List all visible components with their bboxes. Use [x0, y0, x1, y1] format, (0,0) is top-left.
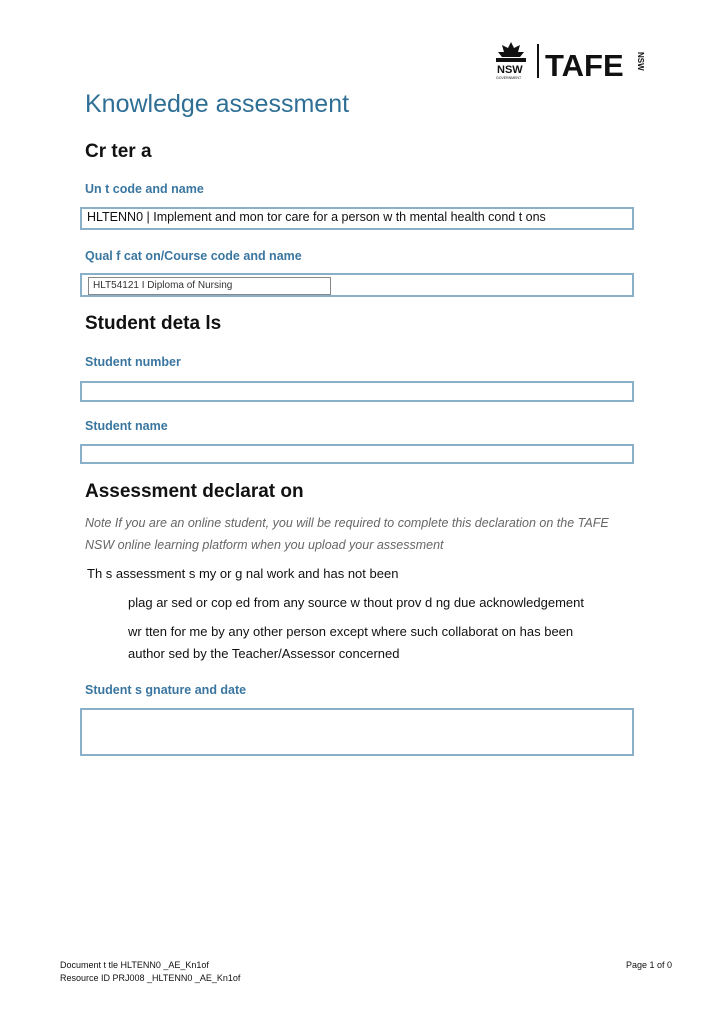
waratah-icon — [493, 40, 653, 82]
declaration-heading: Assessment declarat on — [85, 481, 304, 502]
declaration-intro: Th s assessment s my or g nal work and has not been — [87, 566, 399, 581]
svg-text:TAFE: TAFE — [545, 48, 624, 82]
qualification-value: HLT54121 I Diploma of Nursing — [88, 277, 331, 295]
student-number-field[interactable] — [80, 381, 634, 402]
footer-resource-id: Resource ID PRJ008 _HLTENN0 _AE_Kn1of — [60, 973, 241, 983]
student-name-label: Student name — [85, 419, 168, 433]
signature-label: Student s gnature and date — [85, 683, 247, 697]
student-number-label: Student number — [85, 355, 181, 369]
svg-text:GOVERNMENT: GOVERNMENT — [496, 76, 522, 80]
page-title: Knowledge assessment — [85, 90, 350, 118]
qualification-field[interactable] — [80, 273, 634, 297]
tafe-nsw-logo — [493, 40, 653, 82]
student-name-field[interactable] — [80, 444, 634, 464]
student-details-heading: Student deta ls — [85, 313, 222, 334]
qualification-label: Qual f cat on/Course code and name — [85, 249, 302, 263]
unit-label: Un t code and name — [85, 182, 204, 196]
signature-field[interactable] — [80, 708, 634, 756]
footer-page-number: Page 1 of 0 — [626, 960, 673, 970]
declaration-item-2-line-1: wr tten for me by any other person except where such collaborat on has been — [128, 624, 574, 639]
criteria-heading: Cr ter a — [85, 141, 152, 162]
declaration-item-1: plag ar sed or cop ed from any source w thout prov d ng due acknowledgement — [128, 595, 584, 610]
unit-field[interactable] — [80, 207, 634, 230]
declaration-note: Note If you are an online student, you will be required to complete this declaration on the TAFE NSW online learning platform when you upload your assessment — [85, 516, 609, 552]
footer-document-title: Document t tle HLTENN0 _AE_Kn1of — [60, 960, 209, 970]
svg-text:NSW: NSW — [636, 52, 645, 71]
declaration-item-2-line-2: author sed by the Teacher/Assessor concerned — [128, 646, 400, 661]
svg-text:NSW: NSW — [497, 64, 523, 76]
unit-value: HLTENN0 | Implement and mon tor care for a person w th mental health cond t ons — [87, 210, 546, 224]
